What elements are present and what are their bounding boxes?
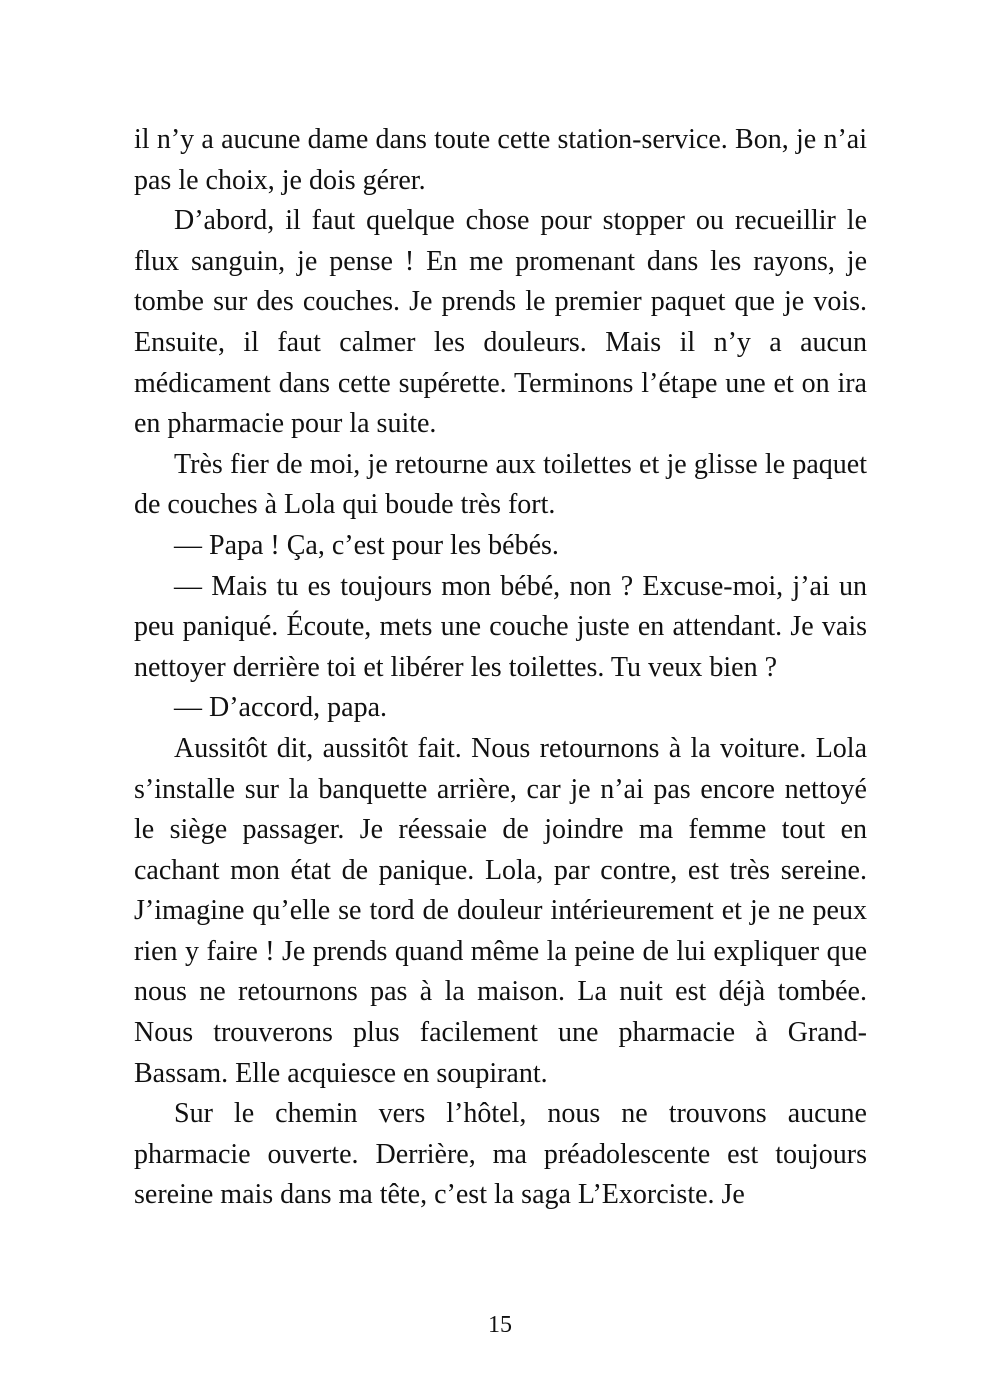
dialogue-line: — D’accord, papa.: [174, 692, 388, 724]
dialogue-line: — Papa ! Ça, c’est pour les bébés.: [174, 529, 559, 561]
paragraph: Sur le chemin vers l’hôtel, nous ne trouvons aucune pharmacie ouverte. Derrière, ma préadolescente est toujours sereine mais dans ma tête, c’est la saga L’Exorciste. Je: [134, 1098, 867, 1211]
paragraph: Aussitôt dit, aussitôt fait. Nous retournons à la voiture. Lola s’installe sur la banquette arrière, car je n’ai pas encore nettoyé le siège passager. Je réessaie de joindre ma femme tout en cachant mon état de panique. Lola, par contre, est très sereine. J’imagine qu’elle se tord de douleur intérieurement et je ne peux rien y faire ! Je prends quand même la peine de lui expliquer que nous ne retournons pas à la maison. La nuit est déjà tombée. Nous trouverons plus facilement une pharmacie à Grand-Bassam. Elle acquiesce en soupirant.: [134, 732, 867, 1089]
page-number: 15: [488, 1312, 512, 1338]
paragraph: Très fier de moi, je retourne aux toilettes et je glisse le paquet de couches à Lola qui boude très fort.: [134, 448, 867, 521]
paragraph: D’abord, il faut quelque chose pour stopper ou recueillir le flux sanguin, je pense ! En me promenant dans les rayons, je tombe sur des couches. Je prends le premier paquet que je vois. Ensuite, il faut calmer les douleurs. Mais il n’y a aucun médicament dans cette supérette. Terminons l’étape une et on ira en pharmacie pour la suite.: [134, 205, 867, 440]
page-body: [134, 120, 867, 1270]
paragraph: il n’y a aucune dame dans toute cette station-service. Bon, je n’ai pas le choix, je dois gérer.: [134, 124, 867, 196]
dialogue-line: — Mais tu es toujours mon bébé, non ? Excuse-moi, j’ai un peu paniqué. Écoute, mets une couche juste en attendant. Je vais nettoyer derrière toi et libérer les toilettes. Tu veux bien ?: [134, 570, 867, 683]
